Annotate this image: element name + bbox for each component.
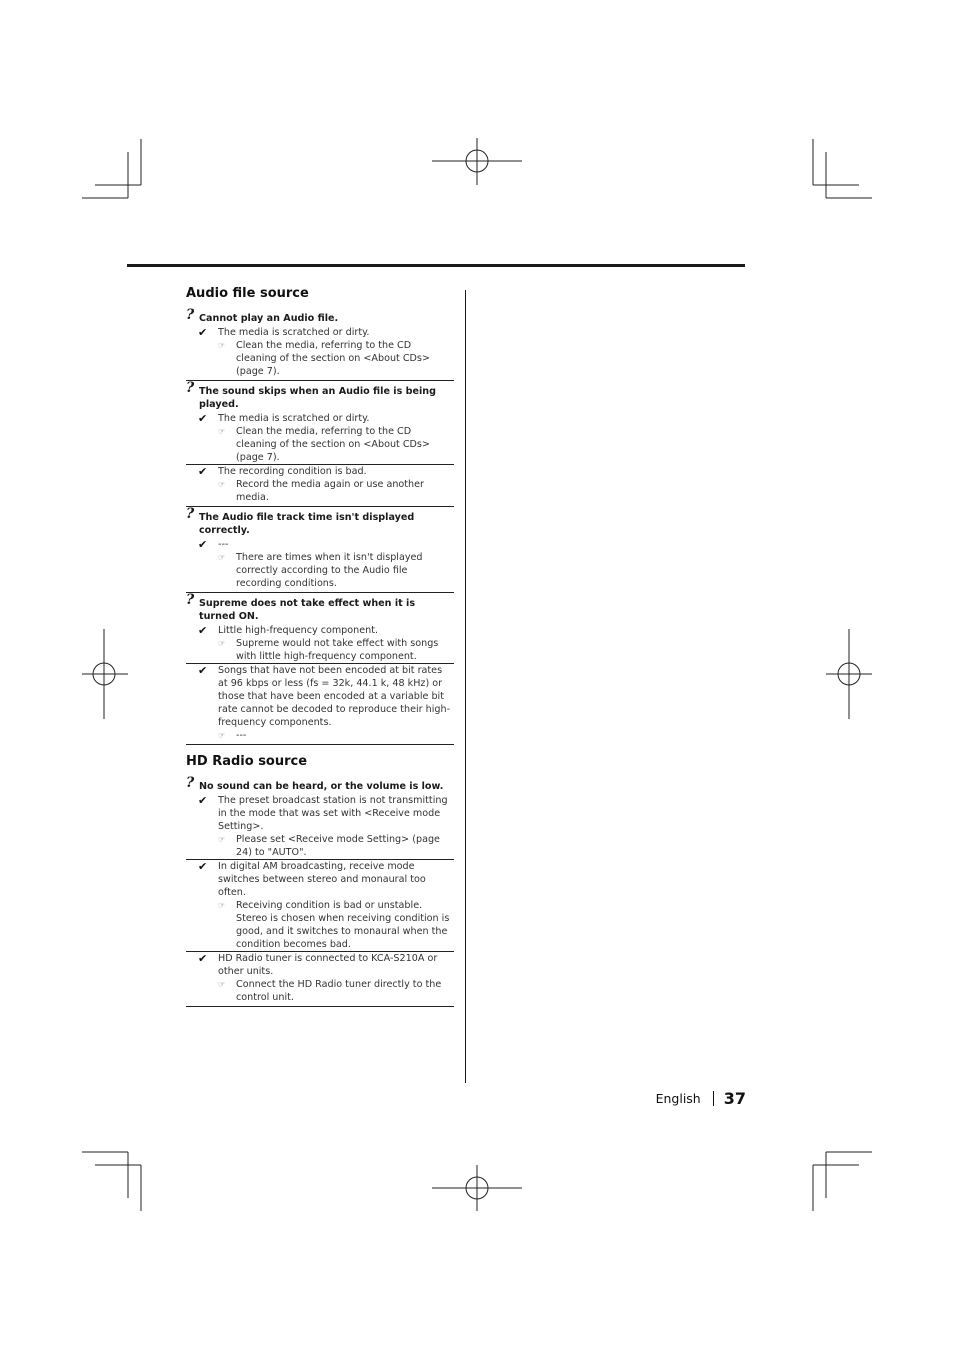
pointing-hand-icon: ☞ xyxy=(218,553,226,562)
cause-item xyxy=(186,326,454,378)
checkmark-icon: ✔ xyxy=(198,624,208,637)
cause-text: HD Radio tuner is connected to KCA-S210A or other units. xyxy=(218,953,438,977)
remedy-text: --- xyxy=(236,730,247,741)
problem-question: Cannot play an Audio file. xyxy=(199,313,339,324)
pointing-hand-icon: ☞ xyxy=(218,901,226,910)
cause-text: The preset broadcast station is not transmitting in the mode that was set with <Receive mode Setting>. xyxy=(218,795,448,832)
pointing-hand-icon: ☞ xyxy=(218,427,226,436)
page-footer xyxy=(600,1088,746,1108)
section-title: Audio file source xyxy=(186,286,309,301)
question-mark-icon: ? xyxy=(186,506,195,522)
header-rule xyxy=(127,264,745,267)
remedy-text: Record the media again or use another media. xyxy=(236,479,424,503)
problem-question: The sound skips when an Audio file is being played. xyxy=(199,386,436,410)
cause-text: --- xyxy=(218,539,229,550)
checkmark-icon: ✔ xyxy=(198,326,208,339)
remedy-text: Receiving condition is bad or unstable. Stereo is chosen when receiving condition is good, and it switches to monaural when the condition becomes bad. xyxy=(236,900,450,950)
question-mark-icon: ? xyxy=(186,380,195,396)
footer-language: English xyxy=(655,1091,701,1106)
problem-item xyxy=(186,507,454,593)
problem-question: No sound can be heard, or the volume is low. xyxy=(199,781,444,792)
pointing-hand-icon: ☞ xyxy=(218,835,226,844)
question-mark-icon: ? xyxy=(186,307,195,323)
remedy-text: Clean the media, referring to the CD cleaning of the section on <About CDs> (page 7). xyxy=(236,340,430,377)
cause-item xyxy=(186,412,454,464)
cause-item xyxy=(186,794,454,859)
question-mark-icon: ? xyxy=(186,592,195,608)
remedy-text: Supreme would not take effect with songs with little high-frequency component. xyxy=(236,638,439,662)
checkmark-icon: ✔ xyxy=(198,794,208,807)
checkmark-icon: ✔ xyxy=(198,860,208,873)
pointing-hand-icon: ☞ xyxy=(218,341,226,350)
checkmark-icon: ✔ xyxy=(198,538,208,551)
section-title: HD Radio source xyxy=(186,754,308,769)
remedy-text: Connect the HD Radio tuner directly to the control unit. xyxy=(236,979,442,1003)
problem-item xyxy=(186,381,454,507)
problem-question: Supreme does not take effect when it is turned ON. xyxy=(199,598,416,622)
problem-item xyxy=(186,776,454,1007)
cause-text: Little high-frequency component. xyxy=(218,625,379,636)
footer-separator xyxy=(713,1091,714,1106)
cause-item xyxy=(186,624,454,663)
cause-item xyxy=(186,951,454,1004)
problem-question: The Audio file track time isn't displayed correctly. xyxy=(199,512,415,536)
remedy-text: Please set <Receive mode Setting> (page 24) to "AUTO". xyxy=(236,834,440,858)
checkmark-icon: ✔ xyxy=(198,465,208,478)
section-hd-radio-source xyxy=(186,752,454,1007)
pointing-hand-icon: ☞ xyxy=(218,480,226,489)
pointing-hand-icon: ☞ xyxy=(218,731,226,740)
cause-item xyxy=(186,663,454,742)
column-divider xyxy=(465,290,466,1083)
question-mark-icon: ? xyxy=(186,775,195,791)
cause-text: The media is scratched or dirty. xyxy=(218,413,370,424)
checkmark-icon: ✔ xyxy=(198,952,208,965)
pointing-hand-icon: ☞ xyxy=(218,639,226,648)
troubleshooting-column xyxy=(186,284,454,1007)
cause-text: Songs that have not been encoded at bit rates at 96 kbps or less (fs = 32k, 44.1 k, 48 kHz) or those that have been encoded at a variable bit rate cannot be decoded to reproduce their high-frequency components. xyxy=(218,665,451,728)
cause-text: The media is scratched or dirty. xyxy=(218,327,370,338)
problem-item xyxy=(186,593,454,745)
checkmark-icon: ✔ xyxy=(198,412,208,425)
cause-text: In digital AM broadcasting, receive mode switches between stereo and monaural too often. xyxy=(218,861,426,898)
cause-item xyxy=(186,859,454,951)
remedy-text: Clean the media, referring to the CD cleaning of the section on <About CDs> (page 7). xyxy=(236,426,430,463)
checkmark-icon: ✔ xyxy=(198,664,208,677)
section-audio-file-source xyxy=(186,284,454,745)
cause-text: The recording condition is bad. xyxy=(218,466,367,477)
page-number: 37 xyxy=(723,1089,746,1108)
problem-item xyxy=(186,308,454,381)
pointing-hand-icon: ☞ xyxy=(218,980,226,989)
cause-item xyxy=(186,538,454,590)
cause-item xyxy=(186,464,454,504)
remedy-text: There are times when it isn't displayed correctly according to the Audio file recording conditions. xyxy=(236,552,423,589)
